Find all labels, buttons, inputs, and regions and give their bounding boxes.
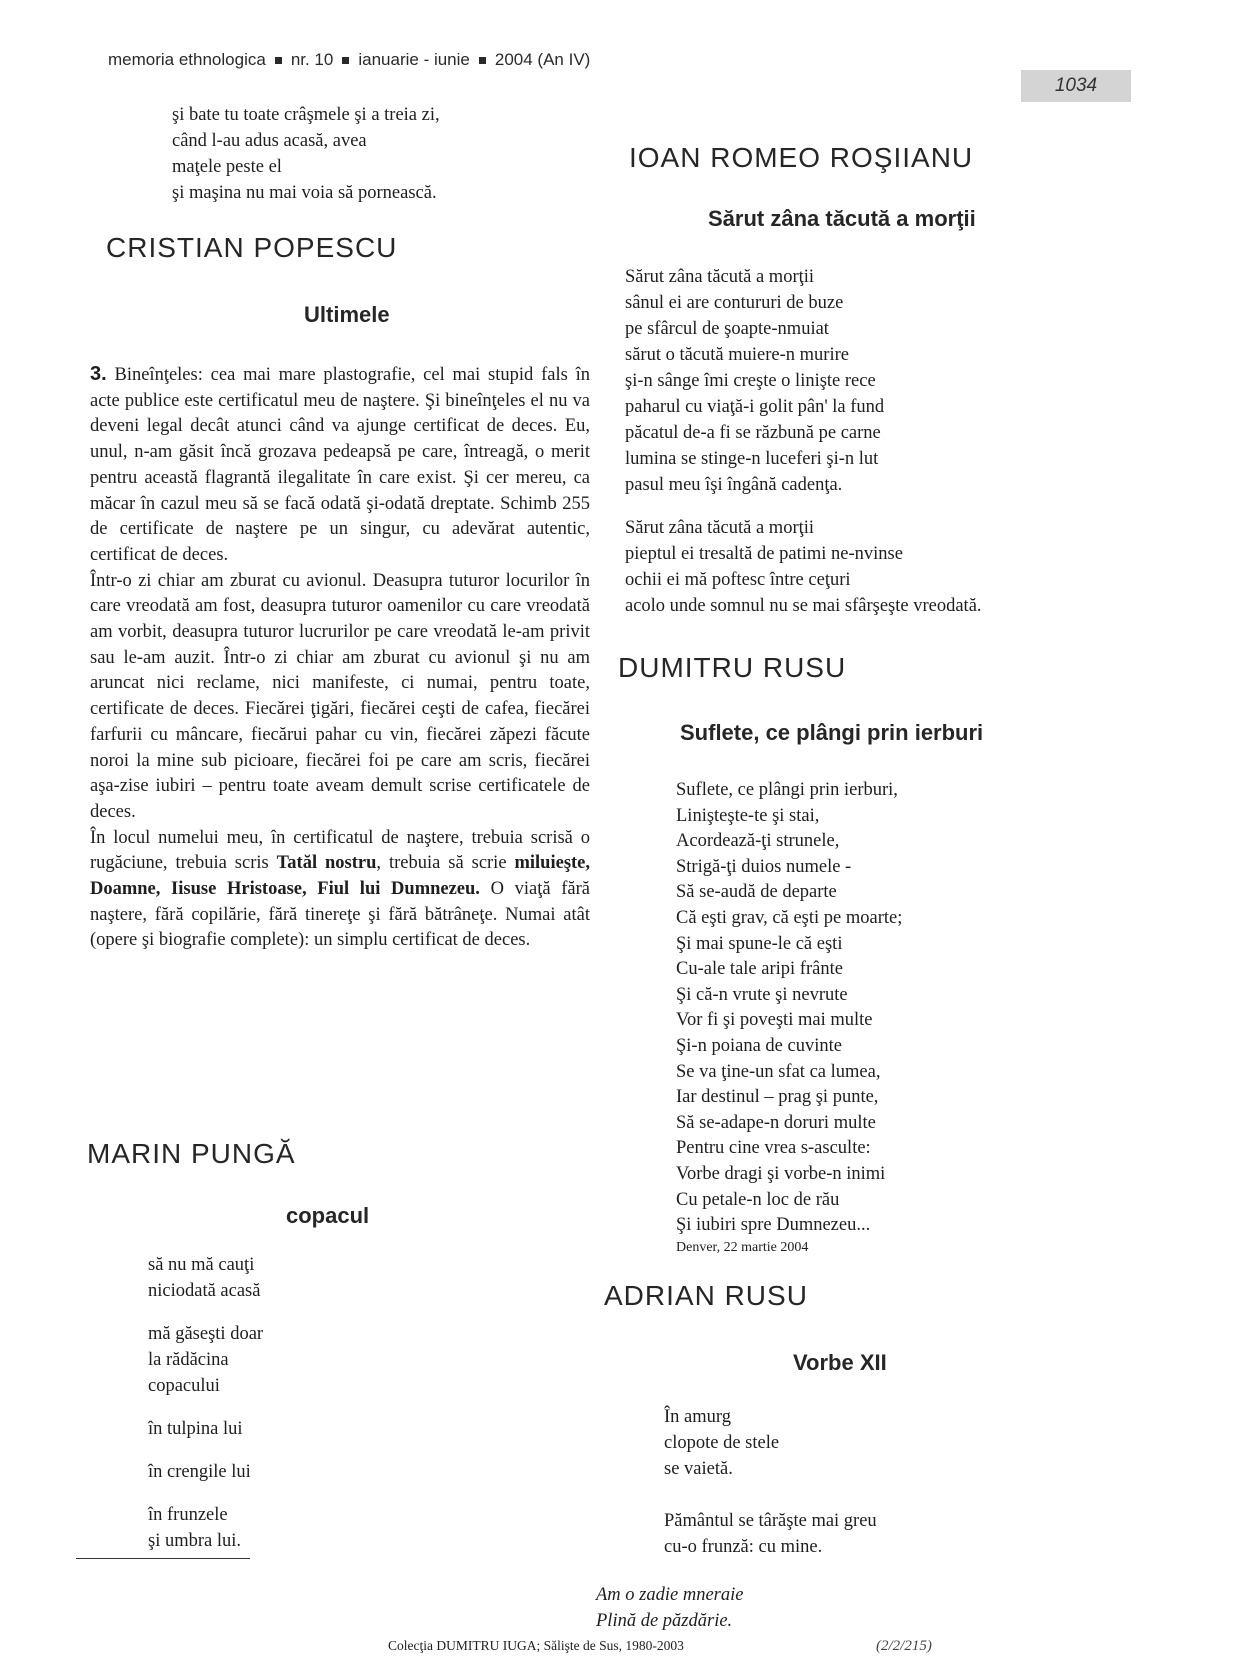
poem-title: Sărut zâna tăcută a morţii — [708, 206, 976, 231]
poem-line: şi-n sânge îmi creşte o linişte rece — [625, 371, 876, 391]
poem-line: clopote de stele — [664, 1433, 780, 1453]
poem-line: Cu petale-n loc de rău — [676, 1189, 840, 1210]
poem-line: În amurg — [664, 1407, 731, 1427]
prose-poem — [90, 362, 590, 954]
stanza — [148, 1321, 263, 1399]
poem-line: Sărut zâna tăcută a morţii — [625, 267, 815, 287]
poem-title: Suflete, ce plângi prin ierburi — [680, 720, 984, 745]
paragraph-text: În locul numelui meu, în certificatul de naştere, trebuia scrisă o rugăciune, trebuia scris — [90, 827, 590, 874]
archive-stamp: (2/2/215) — [876, 1638, 932, 1654]
footnote-rule — [76, 1558, 250, 1559]
issue-year: 2004 (An IV) — [494, 50, 591, 69]
journal-name: memoria ethnologica — [108, 50, 266, 69]
poem-title: copacul — [286, 1203, 370, 1228]
poem-line: sărut o tăcută muiere-n murire — [625, 345, 849, 365]
poem-line: când l-au adus acasă, avea — [172, 131, 367, 151]
poem-line: Şi-n poiana de cuvinte — [676, 1035, 842, 1056]
poem-line: Pentru cine vrea s-asculte: — [676, 1138, 871, 1159]
poem-line: cu-o frunză: cu mine. — [664, 1537, 823, 1557]
stanza — [625, 264, 982, 498]
poem-line: în crengile lui — [148, 1462, 251, 1482]
poem-line: copacului — [148, 1376, 220, 1396]
poem-line: Acordează-ţi strunele, — [676, 831, 840, 852]
stanza — [148, 1502, 263, 1554]
paragraph-text: , trebuia să scrie — [376, 853, 515, 874]
poem-line: la rădăcina — [148, 1350, 229, 1370]
author-heading: CRISTIAN POPESCU — [106, 232, 398, 263]
issue-number: nr. 10 — [290, 50, 334, 69]
author-heading: MARIN PUNGĂ — [87, 1138, 296, 1169]
poem-title: Vorbe XII — [793, 1350, 887, 1375]
separator-square — [479, 57, 486, 64]
poem-line: Să se-audă de departe — [676, 882, 837, 903]
poem-line: maţele peste el — [172, 157, 282, 177]
poem-line: Sărut zâna tăcută a morţii — [625, 518, 815, 538]
page-number: 1034 — [1021, 70, 1131, 102]
poem-line: Suflete, ce plângi prin ierburi, — [676, 780, 898, 800]
stanza — [664, 1404, 877, 1482]
poem-line: pieptul ei tresaltă de patimi ne-nvinse — [625, 544, 903, 564]
journal-header — [108, 50, 590, 70]
footer-line: Plină de păzdărie. — [596, 1611, 733, 1631]
stanza — [148, 1416, 263, 1442]
poem-line: Strigă-ţi duios numele - — [676, 856, 852, 877]
collection-credit: Colecţia DUMITRU IUGA; Sălişte de Sus, 1980-2003 — [388, 1638, 684, 1653]
poem-line: Vor fi şi poveşti mai multe — [676, 1010, 873, 1031]
poem-vorbe — [664, 1404, 877, 1560]
poem-line: pasul meu îşi îngână cadenţa. — [625, 475, 843, 495]
author-heading: ADRIAN RUSU — [604, 1280, 808, 1311]
author-heading: DUMITRU RUSU — [618, 652, 847, 683]
stanza — [148, 1252, 263, 1304]
footer-verse — [596, 1582, 743, 1634]
bold-phrase: miluieşte, Doamne, Iisuse Hristoase, Fiul lui Dumnezeu. — [90, 853, 591, 900]
continuation-poem — [172, 102, 440, 206]
poem-sarut — [625, 264, 982, 619]
poem-line: niciodată acasă — [148, 1281, 261, 1301]
poem-line: şi maşina nu mai voia să pornească. — [172, 183, 437, 203]
poem-line: sânul ei are contururi de buze — [625, 293, 844, 313]
stanza — [148, 1459, 263, 1485]
poem-line: se vaietă. — [664, 1459, 733, 1479]
poem-line: Se va ţine-un sfat ca lumea, — [676, 1061, 881, 1082]
paragraph-text: Bineînţeles: cea mai mare plastografie, cel mai stupid fals în acte publice este certificatul meu de naştere. Şi bineînţeles el nu va deveni legal decât atunci când va ajunge certificat de deces. Eu, unul, n-am găsit încă grozava pedeapsă pe care, întreagă, o merit pentru această flagrantă ilegalitate în care exist. Şi cer mereu, ca măcar în cazul meu să se facă odată şi-odată dreptate. Schimb 255 de certificate de naştere pe un singur, cu adevărat autentic, certificat de deces. — [90, 365, 590, 565]
poem-line: Că eşti grav, că eşti pe moarte; — [676, 907, 903, 928]
section-number: 3. — [90, 363, 107, 385]
poem-line: mă găseşti doar — [148, 1324, 264, 1344]
stanza — [664, 1508, 877, 1560]
dateline: Denver, 22 martie 2004 — [676, 1239, 809, 1255]
poem-line: şi bate tu toate crâşmele şi a treia zi, — [172, 105, 440, 125]
poem-line: în frunzele — [148, 1505, 228, 1525]
poem-line: lumina se stinge-n luceferi şi-n lut — [625, 449, 879, 469]
poem-line: păcatul de-a fi se răzbună pe carne — [625, 423, 881, 443]
poem-copacul — [148, 1252, 263, 1571]
footer-line: Am o zadie mneraie — [596, 1585, 744, 1605]
prose-paragraph — [90, 826, 590, 955]
poem-line: Şi mai spune-le că eşti — [676, 933, 843, 954]
poem-line: acolo unde somnul nu se mai sfârşeşte vreodată. — [625, 596, 982, 616]
poem-line: Vorbe dragi şi vorbe-n inimi — [676, 1163, 886, 1184]
poem-line: Iar destinul – prag şi punte, — [676, 1087, 879, 1108]
poem-line: Cu-ale tale aripi frânte — [676, 959, 843, 980]
separator-square — [342, 57, 349, 64]
poem-line: în tulpina lui — [148, 1419, 243, 1439]
poem-line: Linişteşte-te şi stai, — [676, 805, 820, 826]
separator-square — [275, 57, 282, 64]
poem-line: ochii ei mă poftesc între ceţuri — [625, 570, 851, 590]
poem-line: Şi iubiri spre Dumnezeu... — [676, 1215, 871, 1236]
poem-line: pe sfârcul de şoapte-nmuiat — [625, 319, 829, 339]
poem-line: Pământul se târăşte mai greu — [664, 1511, 877, 1531]
poem-title: Ultimele — [304, 302, 390, 327]
poem-line: Să se-adape-n doruri multe — [676, 1112, 876, 1133]
poem-line: Şi că-n vrute şi nevrute — [676, 984, 848, 1005]
poem-line: paharul cu viaţă-i golit pân' la fund — [625, 397, 885, 417]
bold-phrase: Tatăl nostru — [276, 853, 377, 874]
prose-paragraph — [90, 362, 590, 569]
stanza — [625, 515, 982, 619]
author-heading: IOAN ROMEO ROŞIIANU — [629, 142, 974, 173]
poem-line: şi umbra lui. — [148, 1531, 242, 1551]
issue-period: ianuarie - iunie — [358, 50, 470, 69]
poem-line: să nu mă cauţi — [148, 1255, 255, 1275]
paragraph-text: O viaţă fără naştere, fără copilărie, fără tinereţe şi fără bătrâneţe. Numai atât (opere şi biografie complete): un simplu certificat de deces. — [90, 879, 590, 951]
poem-suflete — [676, 778, 902, 1257]
prose-paragraph: Într-o zi chiar am zburat cu avionul. Deasupra tuturor locurilor în care vreodată am fost, deasupra tuturor oamenilor cu care vreodată am vorbit, deasupra tuturor lucrurilor pe care vreodată le-am privit sau le-am auzit. Într-o zi chiar am zburat cu avionul şi nu am aruncat nici reclame, nici manifeste, ci numai, pentru toate, certificate de deces. Fiecărei ţigări, fiecărei ceşti de cafea, fiecărei farfurii cu mâncare, fiecărui pahar cu vin, fiecărei zăpezi făcute noroi la mine sub picioare, fiecărei foi pe care am scris, fiecărei aşa-zise iubiri – pentru toate aveam demult scrise certificatele de deces. — [90, 570, 590, 822]
